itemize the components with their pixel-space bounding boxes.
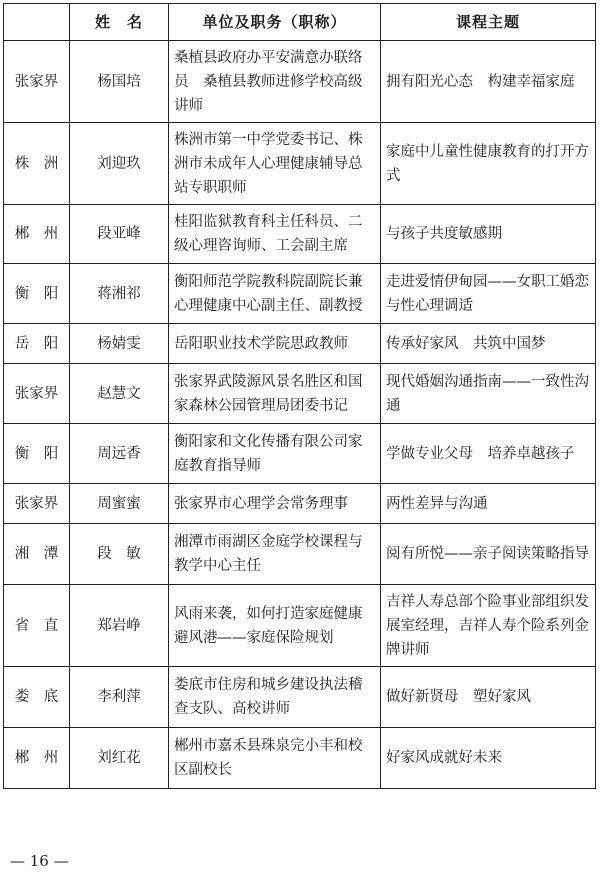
cell-topic: 做好新贤母 塑好家风 [381, 667, 596, 728]
cell-name: 周远香 [70, 424, 169, 484]
header-topic: 课程主题 [381, 4, 596, 41]
cell-topic: 好家风成就好未来 [381, 728, 596, 789]
cell-region: 株 洲 [4, 123, 70, 205]
cell-unit: 岳阳职业技术学院思政教师 [169, 324, 381, 364]
cell-topic: 与孩子共度敏感期 [381, 205, 596, 264]
cell-topic: 两性差异与沟通 [381, 484, 596, 524]
cell-name: 郑岩峥 [70, 585, 169, 667]
cell-unit: 娄底市住房和城乡建设执法稽查支队、高校讲师 [169, 667, 381, 728]
table-row [4, 41, 596, 123]
cell-unit: 桂阳监狱教育科主任科员、二级心理咨询师、工会副主席 [169, 205, 381, 264]
table-row [4, 484, 596, 524]
cell-name: 刘红花 [70, 728, 169, 789]
cell-unit: 风雨来袭，如何打造家庭健康避风港——家庭保险规划 [169, 585, 381, 667]
header-unit: 单位及职务（职称） [169, 4, 381, 41]
cell-topic: 传承好家风 共筑中国梦 [381, 324, 596, 364]
cell-unit: 湘潭市雨湖区金庭学校课程与教学中心主任 [169, 524, 381, 585]
cell-region: 娄 底 [4, 667, 70, 728]
cell-name: 周蜜蜜 [70, 484, 169, 524]
cell-region: 衡 阳 [4, 264, 70, 324]
table-row [4, 667, 596, 728]
cell-name: 赵慧文 [70, 364, 169, 424]
cell-topic: 学做专业父母 培养卓越孩子 [381, 424, 596, 484]
cell-region: 张家界 [4, 364, 70, 424]
table-row [4, 585, 596, 667]
cell-name: 李利萍 [70, 667, 169, 728]
table-row [4, 123, 596, 205]
table-row [4, 728, 596, 789]
cell-name: 杨婧雯 [70, 324, 169, 364]
table-row [4, 324, 596, 364]
cell-unit: 郴州市嘉禾县珠泉完小丰和校区副校长 [169, 728, 381, 789]
cell-unit: 衡阳师范学院教科院副院长兼心理健康中心副主任、副教授 [169, 264, 381, 324]
cell-topic: 现代婚姻沟通指南——一致性沟通 [381, 364, 596, 424]
table-row [4, 205, 596, 264]
header-row [4, 4, 596, 41]
page-number: — 16 — [10, 852, 69, 870]
table-row [4, 524, 596, 585]
cell-topic: 吉祥人寿总部个险事业部组织发展室经理，吉祥人寿个险系列金牌讲师 [381, 585, 596, 667]
cell-unit: 桑植县政府办平安满意办联络员 桑植县教师进修学校高级讲师 [169, 41, 381, 123]
cell-name: 段 敏 [70, 524, 169, 585]
cell-name: 段亚峰 [70, 205, 169, 264]
cell-unit: 张家界市心理学会常务理事 [169, 484, 381, 524]
cell-name: 蒋湘祁 [70, 264, 169, 324]
cell-topic: 走进爱情伊甸园——女职工婚恋与性心理调适 [381, 264, 596, 324]
header-region [4, 4, 70, 41]
cell-name: 刘迎玖 [70, 123, 169, 205]
cell-region: 郴 州 [4, 205, 70, 264]
cell-region: 岳 阳 [4, 324, 70, 364]
cell-topic: 拥有阳光心态 构建幸福家庭 [381, 41, 596, 123]
cell-topic: 家庭中儿童性健康教育的打开方式 [381, 123, 596, 205]
roster-table [3, 3, 596, 789]
header-name: 姓 名 [70, 4, 169, 41]
table-row [4, 364, 596, 424]
cell-region: 张家界 [4, 41, 70, 123]
table-row [4, 264, 596, 324]
cell-region: 湘 潭 [4, 524, 70, 585]
cell-unit: 张家界武陵源风景名胜区和国家森林公园管理局团委书记 [169, 364, 381, 424]
cell-region: 衡 阳 [4, 424, 70, 484]
cell-region: 张家界 [4, 484, 70, 524]
cell-name: 杨国培 [70, 41, 169, 123]
cell-unit: 株洲市第一中学党委书记、株洲市未成年人心理健康辅导总站专职职师 [169, 123, 381, 205]
cell-topic: 阅有所悦——亲子阅读策略指导 [381, 524, 596, 585]
cell-unit: 衡阳家和文化传播有限公司家庭教育指导师 [169, 424, 381, 484]
table-row [4, 424, 596, 484]
cell-region: 郴 州 [4, 728, 70, 789]
cell-region: 省 直 [4, 585, 70, 667]
